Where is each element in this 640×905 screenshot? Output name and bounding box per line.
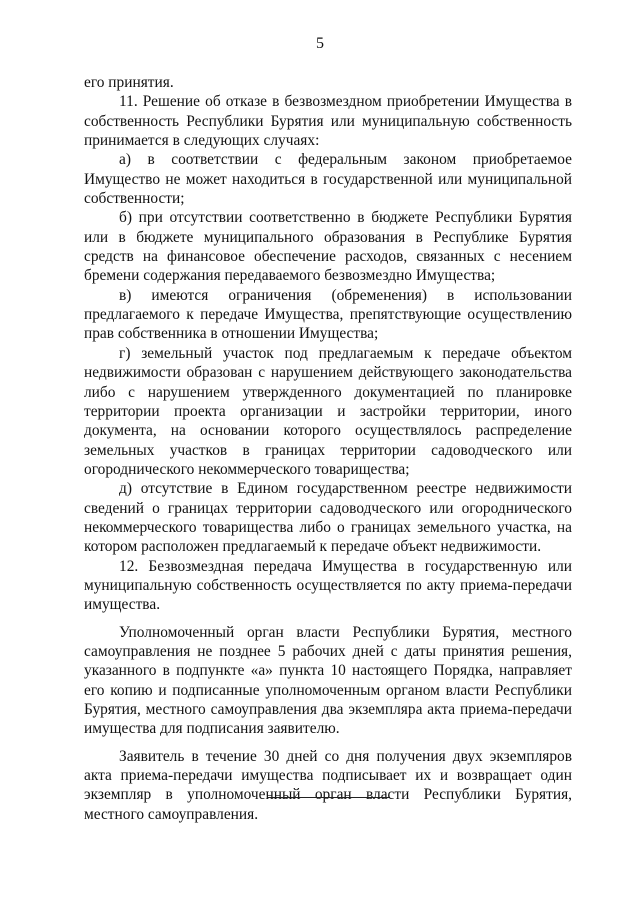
paragraph-subitem-a: а) в соответствии с федеральным законом приобретаемое Имущество не может находиться в государственной или муниципальной собственности; <box>84 151 572 208</box>
paragraph-subitem-v: в) имеются ограничения (обременения) в использовании предлагаемого к передаче Имущества, препятствующие осуществлению прав собственника в отношении Имущества; <box>84 286 572 343</box>
page-number: 5 <box>316 35 324 52</box>
paragraph-subitem-g: г) земельный участок под предлагаемым к передаче объектом недвижимости образован с нарушением действующего законодательства либо с нарушением утвержденного документацией по планировке территории проекта организации и застройки территории, иного документа, на основании которого осуществлялось распределение земельных участков в границах территории садоводческого или огороднического некоммерческого товарищества; <box>84 344 572 478</box>
paragraph-item-11: 11. Решение об отказе в безвозмездном приобретении Имущества в собственность Республики Бурятия или муниципальную собственность принимается в следующих случаях: <box>84 93 572 150</box>
end-of-document-rule <box>268 797 389 798</box>
paragraph-continuation: его принятия. <box>84 74 174 91</box>
paragraph-authority-procedure: Уполномоченный орган власти Республики Бурятия, местного самоуправления не позднее 5 рабочих дней с даты принятия решения, указанного в подпункте «а» пункта 10 настоящего Порядка, направляет его копию и подписанные уполномоченным органом власти Республики Бурятия, местного самоуправления два экземпляра акта приема-передачи имущества для подписания заявителю. <box>84 623 572 738</box>
document-body <box>84 73 572 824</box>
paragraph-subitem-b: б) при отсутствии соответственно в бюджете Республики Бурятия или в бюджете муниципального образования в Республике Бурятия средств на финансовое обеспечение расходов, связанных с несением бремени содержания передаваемого безвозмездно Имущества; <box>84 209 572 285</box>
paragraph-subitem-d: д) отсутствие в Едином государственном реестре недвижимости сведений о границах территории садоводческого или огороднического некоммерческого товарищества либо о границах земельного участка, на котором расположен предлагаемый к передаче объект недвижимости. <box>84 480 572 556</box>
paragraph-item-12: 12. Безвозмездная передача Имущества в государственную или муниципальную собственность осуществляется по акту приема-передачи имущества. <box>84 557 572 614</box>
paragraph-applicant-procedure: Заявитель в течение 30 дней со дня получения двух экземпляров акта приема-передачи имущества подписывает их и возвращает один экземпляр в уполномоченный орган власти Республики Бурятия, местного самоуправления. <box>84 747 572 823</box>
